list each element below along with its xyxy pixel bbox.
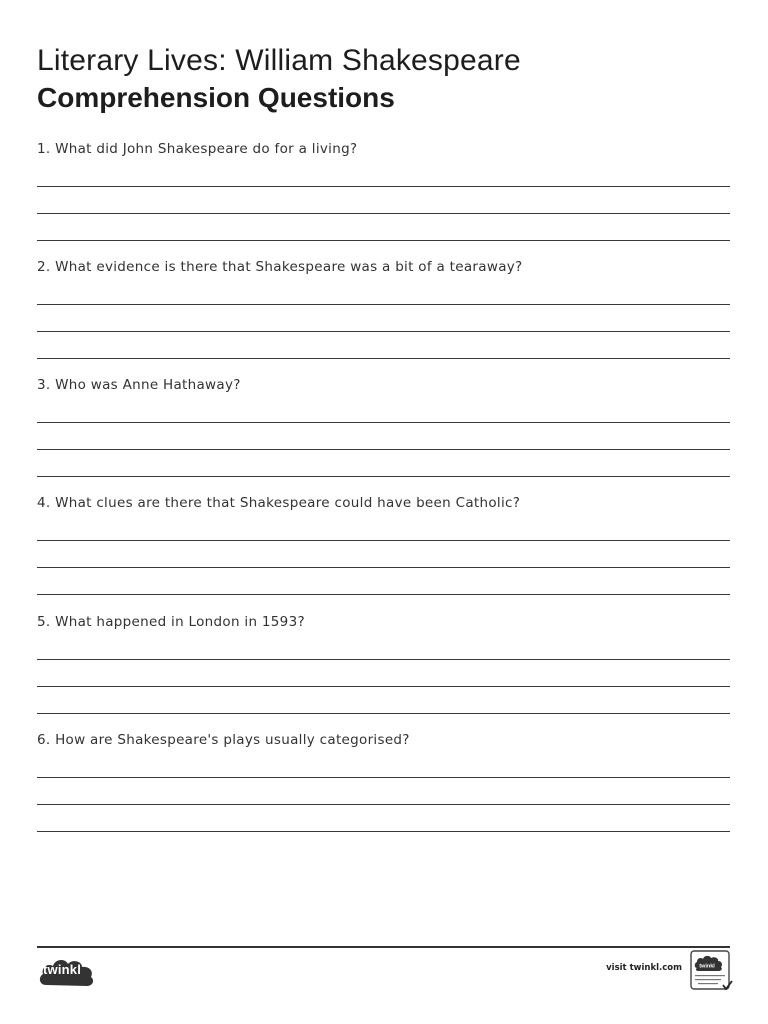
badge-text: twinkl [699,963,715,970]
visit-link[interactable]: visit twinkl.com [606,963,682,973]
answer-line[interactable] [37,358,730,359]
answer-line[interactable] [37,186,730,187]
answer-line[interactable] [37,659,730,660]
quality-standard-badge [690,950,734,992]
answer-line[interactable] [37,422,730,423]
question-2 [37,257,730,277]
answer-line[interactable] [37,594,730,595]
question-1 [37,139,730,159]
footer-divider [37,946,730,948]
question-3 [37,375,730,395]
question-5 [37,612,730,632]
answer-line[interactable] [37,213,730,214]
answer-line[interactable] [37,777,730,778]
answer-line[interactable] [37,240,730,241]
question-text: 4. What clues are there that Shakespeare could have been Catholic? [37,495,521,511]
question-text: 1. What did John Shakespeare do for a living? [37,141,358,157]
answer-line[interactable] [37,804,730,805]
question-text: 6. How are Shakespeare's plays usually categorised? [37,732,410,748]
answer-line[interactable] [37,686,730,687]
answer-line[interactable] [37,540,730,541]
question-text: 5. What happened in London in 1593? [37,614,305,630]
answer-line[interactable] [37,713,730,714]
answer-line[interactable] [37,476,730,477]
question-text: 3. Who was Anne Hathaway? [37,377,241,393]
answer-line[interactable] [37,567,730,568]
question-6 [37,730,730,750]
page-subtitle: Comprehension Questions [37,82,395,113]
answer-line[interactable] [37,831,730,832]
twinkl-logo[interactable] [38,955,96,989]
logo-text: twinkl [43,962,82,977]
question-4 [37,493,730,513]
page-title: Literary Lives: William Shakespeare [37,44,521,77]
answer-line[interactable] [37,304,730,305]
answer-line[interactable] [37,449,730,450]
question-text: 2. What evidence is there that Shakespeare was a bit of a tearaway? [37,259,523,275]
answer-line[interactable] [37,331,730,332]
quality-standard-badge-icon [690,950,734,992]
